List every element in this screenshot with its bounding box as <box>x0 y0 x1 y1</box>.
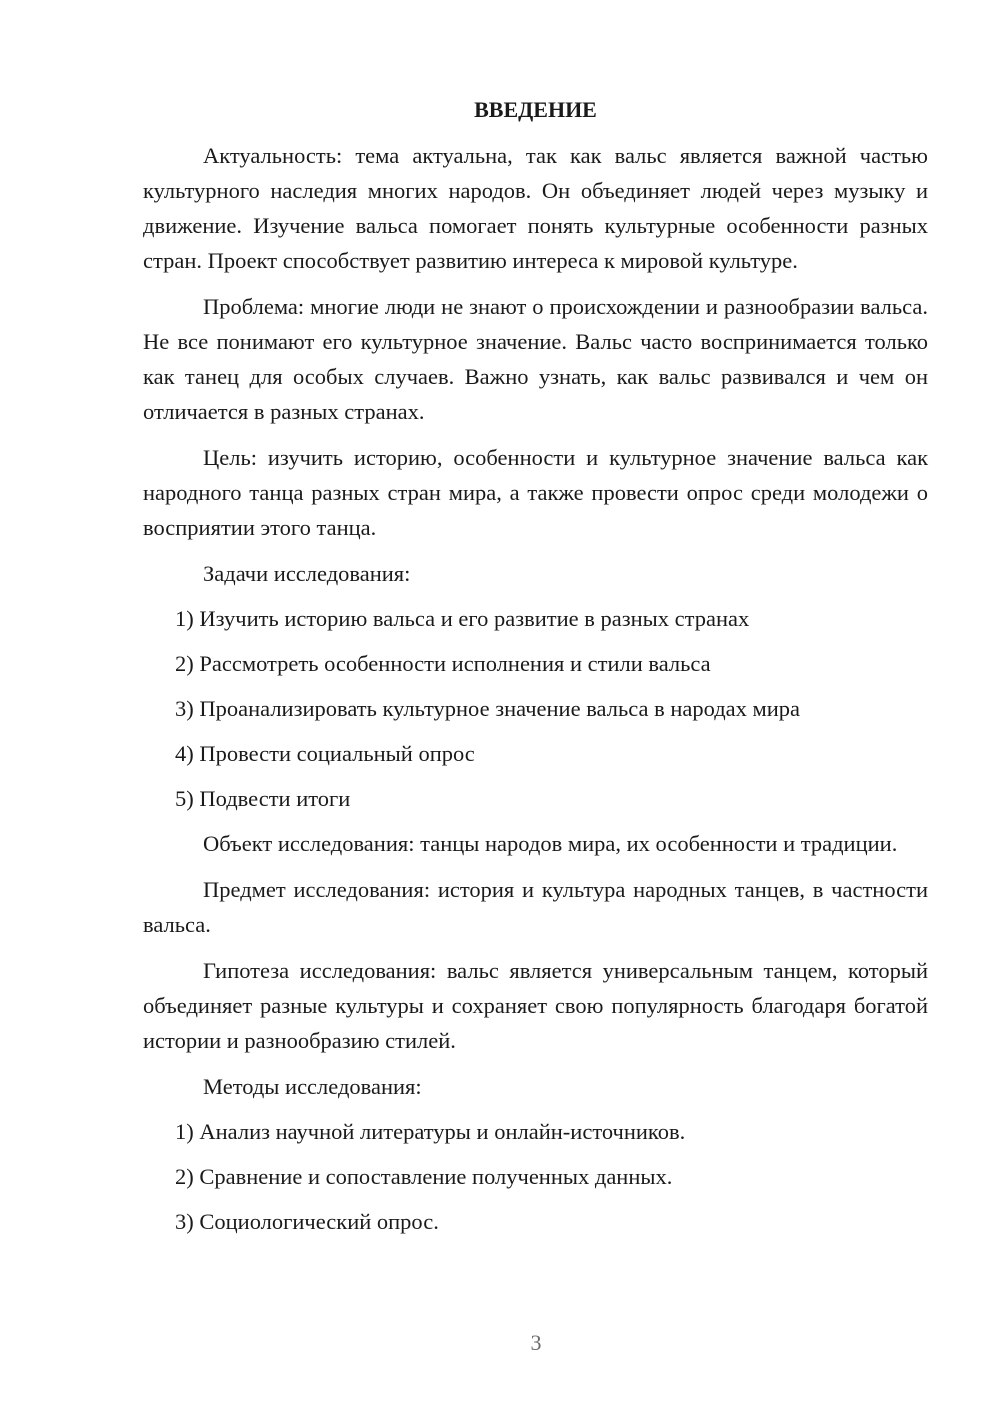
task-item: 5) Подвести итоги <box>175 786 351 811</box>
task-item: 3) Проанализировать культурное значение вальса в народах мира <box>175 696 801 721</box>
problem-paragraph: Проблема: многие люди не знают о происхождении и разнообразии вальса. Не все понимают его культурное значение. Вальс часто воспринимается только как танец для особых случаев. Важно узнать, как вальс развивался и чем он отличается в разных странах. <box>143 294 928 424</box>
method-item: 1) Анализ научной литературы и онлайн-источников. <box>175 1119 686 1144</box>
task-item: 2) Рассмотреть особенности исполнения и стили вальса <box>175 651 711 676</box>
method-item: 2) Сравнение и сопоставление полученных данных. <box>175 1164 673 1189</box>
method-item: 3) Социологический опрос. <box>175 1209 439 1234</box>
subject-paragraph: Предмет исследования: история и культура народных танцев, в частности вальса. <box>143 877 928 937</box>
hypothesis-paragraph: Гипотеза исследования: вальс является универсальным танцем, который объединяет разные культуры и сохраняет свою популярность благодаря богатой истории и разнообразию стилей. <box>143 958 928 1053</box>
tasks-label: Задачи исследования: <box>203 561 411 586</box>
task-item: 1) Изучить историю вальса и его развитие в разных странах <box>175 606 750 631</box>
goal-paragraph: Цель: изучить историю, особенности и культурное значение вальса как народного танца разных стран мира, а также провести опрос среди молодежи о восприятии этого танца. <box>143 445 928 540</box>
page-number: 3 <box>530 1330 542 1355</box>
task-item: 4) Провести социальный опрос <box>175 741 475 766</box>
relevance-paragraph: Актуальность: тема актуальна, так как вальс является важной частью культурного наследия многих народов. Он объединяет людей через музыку и движение. Изучение вальса помогает понять культурные особенности разных стран. Проект способствует развитию интереса к мировой культуре. <box>143 143 928 273</box>
document-page <box>143 92 928 1249</box>
tasks-list <box>143 601 928 816</box>
methods-label: Методы исследования: <box>203 1074 422 1099</box>
section-title: ВВЕДЕНИЕ <box>474 97 597 122</box>
object-paragraph: Объект исследования: танцы народов мира, их особенности и традиции. <box>203 831 898 856</box>
methods-list <box>143 1114 928 1239</box>
